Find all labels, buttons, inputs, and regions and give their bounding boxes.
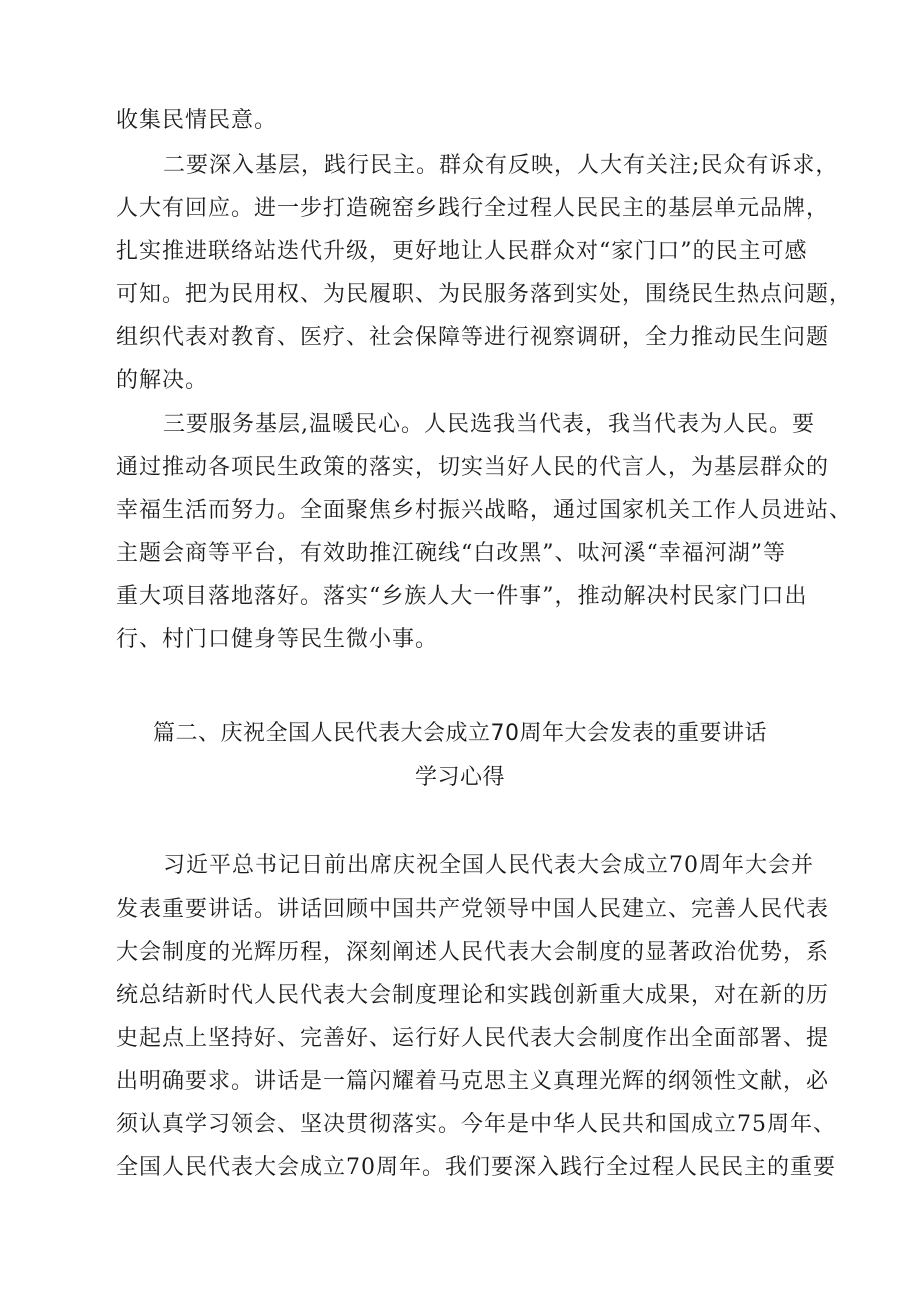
paragraph-line: 人大有回应。进一步打造碗窑乡践行全过程人民民主的基层单元品牌， xyxy=(116,196,830,221)
paragraph-line: 全国人民代表大会成立70周年。我们要深入践行全过程人民民主的重要 xyxy=(116,1155,836,1180)
paragraph-line: 通过推动各项民生政策的落实，切实当好人民的代言人，为基层群众的 xyxy=(116,455,830,480)
paragraph-line: 须认真学习领会、坚决贯彻落实。今年是中华人民共和国成立75周年、 xyxy=(116,1112,836,1137)
paragraph-line: 统总结新时代人民代表大会制度理论和实践创新重大成果，对在新的历 xyxy=(116,983,830,1008)
paragraph-line: 出明确要求。讲话是一篇闪耀着马克思主义真理光辉的纲领性文献，必 xyxy=(116,1069,830,1094)
paragraph-line: 主题会商等平台，有效助推江碗线“白改黑”、呔河溪“幸福河湖”等 xyxy=(116,541,786,566)
paragraph-line: 行、村门口健身等民生微小事。 xyxy=(116,627,439,652)
paragraph-line: 收集民情民意。 xyxy=(116,108,278,133)
paragraph-line: 二要深入基层，践行民主。群众有反映，人大有关注;民众有诉求， xyxy=(163,153,839,178)
paragraph-line: 的解决。 xyxy=(116,368,209,393)
paragraph-line: 三要服务基层,温暖民心。人民选我当代表，我当代表为人民。要 xyxy=(163,412,815,437)
paragraph-line: 史起点上坚持好、完善好、运行好人民代表大会制度作出全面部署、提 xyxy=(116,1026,830,1051)
section-title-line-1: 篇二、庆祝全国人民代表大会成立70周年大会发表的重要讲话 xyxy=(153,721,767,746)
paragraph-line: 大会制度的光辉历程，深刻阐述人民代表大会制度的显著政治优势，系 xyxy=(116,940,830,965)
section-title-line-2: 学习心得 xyxy=(414,765,505,790)
paragraph-line: 幸福生活而努力。全面聚焦乡村振兴战略，通过国家机关工作人员进站、 xyxy=(116,498,853,523)
paragraph-line: 扎实推进联络站迭代升级，更好地让人民群众对“家门口”的民主可感 xyxy=(116,239,808,264)
paragraph-line: 发表重要讲话。讲话回顾中国共产党领导中国人民建立、完善人民代表 xyxy=(116,897,830,922)
paragraph-line: 可知。把为民用权、为民履职、为民服务落到实处，围绕民生热点问题， xyxy=(116,282,853,307)
paragraph-line: 组织代表对教育、医疗、社会保障等进行视察调研，全力推动民生问题 xyxy=(116,325,830,350)
paragraph-line: 重大项目落地落好。落实“乡族人大一件事”，推动解决村民家门口出 xyxy=(116,584,808,609)
paragraph-line: 习近平总书记日前出席庆祝全国人民代表大会成立70周年大会并 xyxy=(163,853,814,878)
